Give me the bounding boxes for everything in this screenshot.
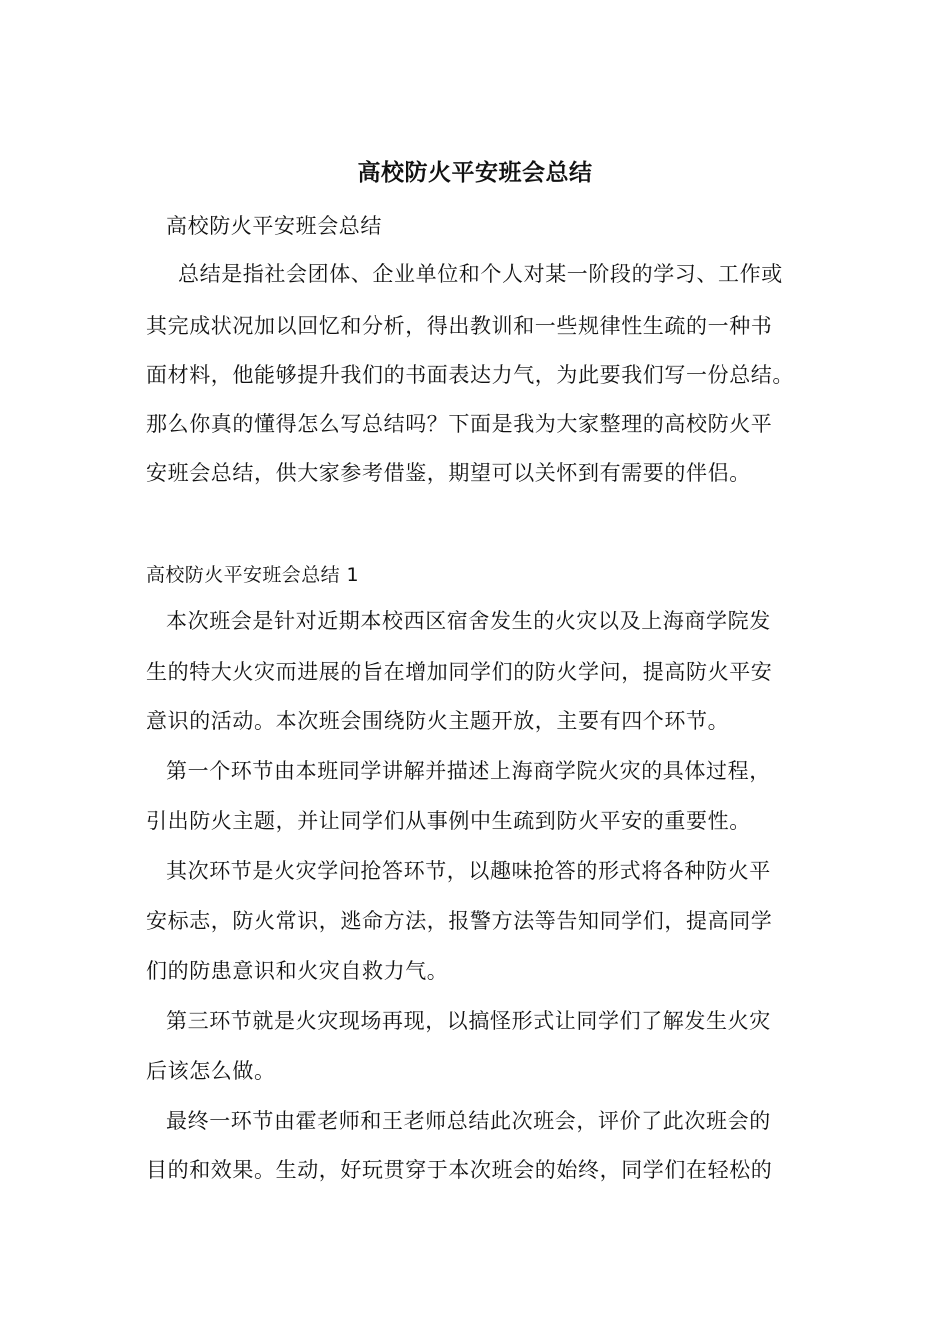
- intro-line: 总结是指社会团体、企业单位和个人对某一阶段的学习、工作或: [178, 262, 783, 286]
- body-line: 们的防患意识和火灾自救力气。: [146, 959, 449, 983]
- body-line: 后该怎么做。: [146, 1059, 276, 1083]
- body-line: 安标志，防火常识，逃命方法，报警方法等告知同学们，提高同学: [146, 909, 773, 933]
- body-line: 第一个环节由本班同学讲解并描述上海商学院火灾的具体过程，: [166, 759, 771, 783]
- intro-line: 其完成状况加以回忆和分析，得出教训和一些规律性生疏的一种书: [146, 314, 773, 338]
- body-line: 生的特大火灾而进展的旨在增加同学们的防火学问，提高防火平安: [146, 660, 773, 684]
- intro-line: 安班会总结，供大家参考借鉴，期望可以关怀到有需要的伴侣。: [146, 461, 751, 485]
- body-line: 其次环节是火灾学问抢答环节，以趣味抢答的形式将各种防火平: [166, 859, 771, 883]
- body-line: 目的和效果。生动，好玩贯穿于本次班会的始终，同学们在轻松的: [146, 1158, 773, 1182]
- body-line: 引出防火主题，并让同学们从事例中生疏到防火平安的重要性。: [146, 809, 751, 833]
- document-title: 高校防火平安班会总结: [357, 159, 593, 186]
- section-heading: 高校防火平安班会总结 1: [146, 564, 359, 586]
- intro-line: 面材料，他能够提升我们的书面表达力气，为此要我们写一份总结。: [146, 363, 794, 387]
- body-line: 本次班会是针对近期本校西区宿舍发生的火灾以及上海商学院发: [166, 609, 771, 633]
- body-line: 第三环节就是火灾现场再现，以搞怪形式让同学们了解发生火灾: [166, 1009, 771, 1033]
- body-line: 意识的活动。本次班会围绕防火主题开放，主要有四个环节。: [146, 709, 730, 733]
- document-subtitle: 高校防火平安班会总结: [166, 214, 382, 238]
- body-line: 最终一环节由霍老师和王老师总结此次班会，评价了此次班会的: [166, 1109, 771, 1133]
- intro-line: 那么你真的懂得怎么写总结吗？下面是我为大家整理的高校防火平: [146, 412, 773, 436]
